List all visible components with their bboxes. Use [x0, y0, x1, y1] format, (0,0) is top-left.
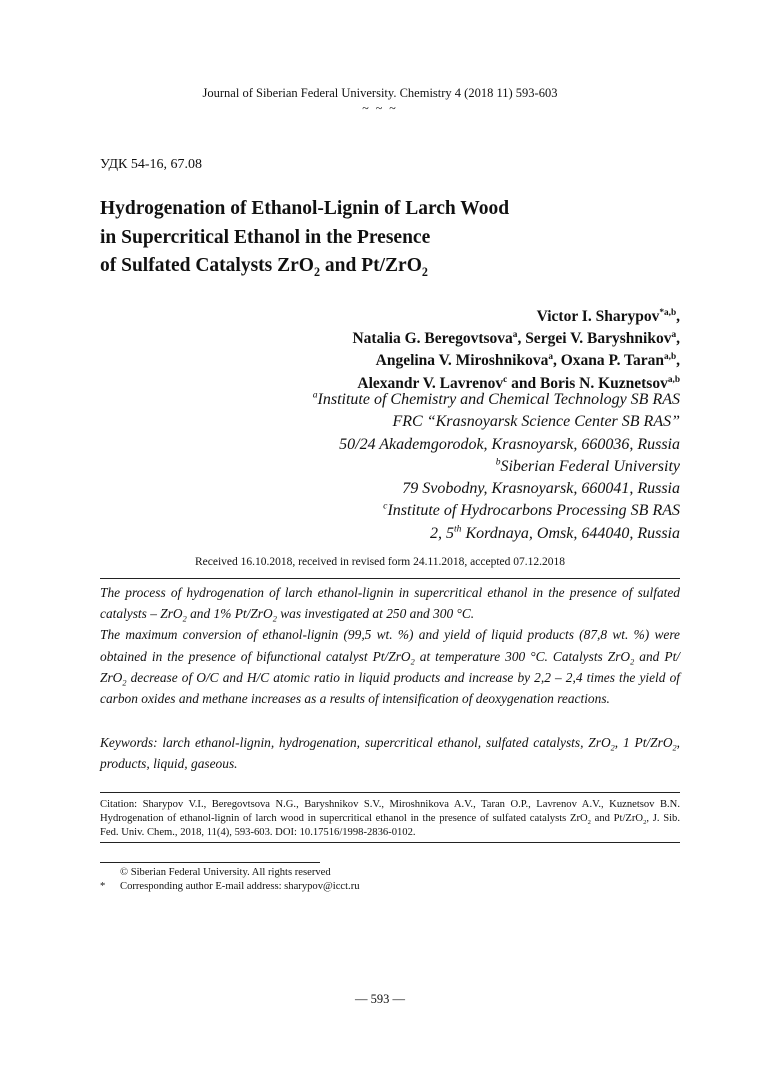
citation-bottom-rule [100, 842, 680, 843]
keywords: Keywords: larch ethanol-lignin, hydrogenation, supercritical ethanol, sulfated catalysts, ZrO$_2$, 1 Pt/ZrO$_2$, products, liquid, gaseous. [100, 735, 680, 772]
abstract-top-rule [100, 578, 680, 579]
affiliation-a-line1: $^a$Institute of Chemistry and Chemical Technology SB RAS [312, 389, 680, 408]
author-name: Angelina V. Miroshnikova [375, 352, 549, 370]
copyright-note: © Siberian Federal University. All rights reserved [120, 867, 331, 878]
abstract-paragraph-2: The maximum conversion of ethanol-lignin (99,5 wt. %) and yield of liquid products (87,8 wt. %) were obtained in the presence of bifunctional catalyst Pt/ZrO$_2$ at temperature 300 °С. Catalysts ZrO$_2$ and Pt/ ZrO$_2$ decrease of O/C and H/C atomic ratio in liquid products and increase by 2,2 – 2,4 times the yield of carbon oxides and methane increases as a results of intensification of deoxygenation reactions. [100, 627, 681, 707]
affiliation-a-line2: FRC “Krasnoyarsk Science Center SB RAS” [392, 413, 680, 431]
author-name: Victor I. Sharypov [536, 308, 660, 325]
title-line-3: of Sulfated Catalysts ZrO$_2$ and Pt/ZrO$_2$ [100, 255, 428, 279]
author-name: Boris N. Kuznetsov [539, 374, 668, 392]
corresponding-author-note: * Corresponding author E-mail address: sharypov@icct.ru [100, 881, 360, 892]
page-number: — 593 — [355, 992, 405, 1006]
author-line: Angelina V. Miroshnikova$^a$, Oxana P. Taran$^{a,b}$, [375, 352, 680, 370]
affiliation-c-line1: $^c$Institute of Hydrocarbons Processing SB RAS [383, 501, 680, 520]
affiliation-a-line3: 50/24 Akademgorodok, Krasnoyarsk, 660036, Russia [339, 435, 680, 453]
author-line: Alexandr V. Lavrenov$^c$ and Boris N. Kuznetsov$^{a,b}$ [357, 374, 680, 392]
title-line-2: in Supercritical Ethanol in the Presence [100, 226, 431, 248]
author-line: Victor I. Sharypov$^{*a,b}$, [536, 307, 680, 325]
citation-top-rule [100, 792, 680, 793]
citation: Citation: Sharypov V.I., Beregovtsova N.G., Baryshnikov S.V., Miroshnikova A.V., Taran O.P., Lavrenov A.V., Kuznetsov B.N. Hydrogenation of ethanol-lignin of larch wood in supercritical ethanol in the presence of sulfated catalysts ZrO$_2$ and Pt/ZrO$_2$, J. Sib. Fed. Univ. Chem., 2018, 11(4), 593-603. DOI: 10.17516/1998-2836-0102. [100, 799, 680, 838]
journal-header: Journal of Siberian Federal University. Chemistry 4 (2018 11) 593-603 [202, 86, 558, 100]
affiliation-c-line2: 2, 5th Kordnaya, Omsk, 644040, Russia [430, 523, 680, 542]
abstract [100, 582, 680, 709]
author-name: Natalia G. Beregovtsova [352, 330, 513, 348]
author-list [352, 306, 680, 395]
received-dates: Received 16.10.2018, received in revised form 24.11.2018, accepted 07.12.2018 [194, 556, 566, 568]
abstract-paragraph-1: The process of hydrogenation of larch ethanol-lignin in supercritical ethanol in the presence of sulfated catalysts – ZrO$_2$ and 1% Pt/ZrO$_2$ was investigated at 250 and 300 °С. [100, 585, 680, 624]
corresponding-email: Corresponding author E-mail address: sharypov@icct.ru [120, 881, 360, 892]
author-name: Sergei V. Baryshnikov [525, 330, 672, 348]
author-line: Natalia G. Beregovtsova$^a$, Sergei V. Baryshnikov$^a$, [352, 330, 680, 348]
author-name: Oxana P. Taran [560, 352, 664, 370]
header-ornament: ~ ~ ~ [362, 101, 398, 115]
footnote-rule [100, 862, 320, 863]
title-line-1: Hydrogenation of Ethanol-Lignin of Larch Wood [100, 198, 510, 219]
affiliations [313, 389, 680, 545]
affiliation-b-line1: $^b$Siberian Federal University [495, 456, 680, 475]
udk-code: УДК 54-16, 67.08 [100, 157, 203, 172]
author-name: Alexandr V. Lavrenov [357, 374, 504, 392]
paper-title [100, 195, 660, 281]
affiliation-b-line2: 79 Svobodny, Krasnoyarsk, 660041, Russia [402, 480, 680, 498]
